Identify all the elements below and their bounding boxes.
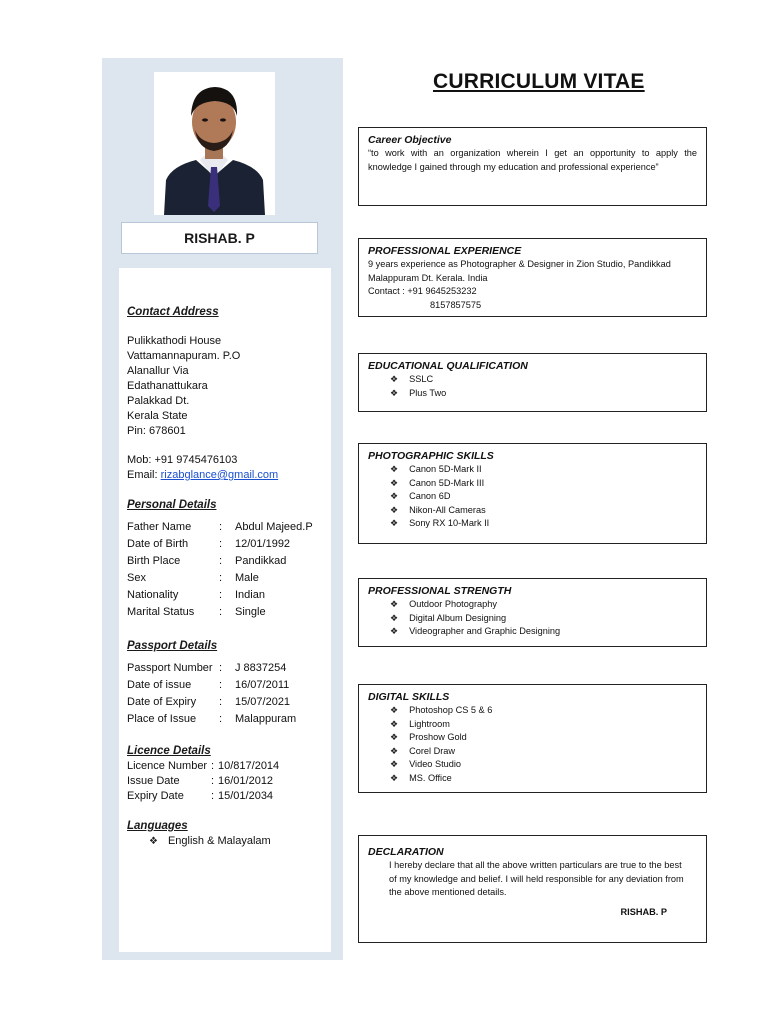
- languages-value: English & Malayalam: [167, 835, 271, 847]
- list-item-text: Proshow Gold: [409, 732, 467, 742]
- list-item: [390, 517, 697, 531]
- list-item: [390, 598, 697, 612]
- diamond-bullet-icon: ❖: [390, 518, 399, 528]
- passport-row: [127, 695, 296, 712]
- field-label: Marital Status: [127, 606, 195, 618]
- list-item-text: Sony RX 10-Mark II: [409, 518, 490, 528]
- colon: :: [219, 713, 223, 725]
- field-label: Date of issue: [127, 679, 192, 691]
- field-value: Single: [235, 606, 266, 618]
- field-value: 15/01/2034: [218, 790, 274, 802]
- colon: :: [219, 521, 223, 533]
- section-heading: DIGITAL SKILLS: [368, 691, 450, 703]
- field-label: Issue Date: [127, 775, 180, 787]
- field-label: Place of Issue: [127, 713, 197, 725]
- section-heading: EDUCATIONAL QUALIFICATION: [368, 360, 528, 372]
- colon: :: [219, 679, 223, 691]
- diamond-bullet-icon: ❖: [390, 477, 399, 488]
- address-line: Edathanattukara: [127, 380, 208, 392]
- list-item: [390, 387, 697, 401]
- diamond-bullet-icon: ❖: [390, 504, 399, 515]
- diamond-bullet-icon: ❖: [390, 732, 399, 742]
- colon: :: [211, 790, 215, 802]
- photographic-skills-list: [368, 463, 697, 531]
- digital-skills-box: [358, 684, 707, 793]
- field-label: Birth Place: [127, 555, 181, 567]
- field-value: 15/07/2021: [235, 696, 291, 708]
- field-label: Passport Number: [127, 662, 213, 674]
- profile-photo: [154, 72, 275, 215]
- personal-row: [127, 588, 313, 605]
- diamond-bullet-icon: ❖: [149, 836, 158, 847]
- field-value: Male: [235, 572, 259, 584]
- email-row: [127, 468, 278, 483]
- diamond-bullet-icon: ❖: [390, 464, 399, 474]
- section-heading: Career Objective: [368, 134, 452, 146]
- list-item-text: Video Studio: [409, 759, 462, 769]
- personal-row: [127, 571, 313, 588]
- career-objective-text: “to work with an organization wherein I get an opportunity to apply the knowledge I gained through my education and professional experience”: [368, 148, 697, 172]
- email-label: Email:: [127, 469, 158, 481]
- languages-heading: Languages: [127, 820, 188, 832]
- colon: :: [219, 606, 223, 618]
- diamond-bullet-icon: ❖: [390, 626, 399, 636]
- field-value: J 8837254: [235, 662, 287, 674]
- field-label: Sex: [127, 572, 146, 584]
- field-label: Date of Birth: [127, 538, 189, 550]
- personal-row: [127, 520, 313, 537]
- list-item-text: Corel Draw: [409, 745, 456, 756]
- field-value: 12/01/1992: [235, 538, 291, 550]
- experience-line: Contact : +91 9645253232: [368, 286, 477, 296]
- diamond-bullet-icon: ❖: [390, 612, 399, 623]
- section-heading: PROFESSIONAL EXPERIENCE: [368, 245, 522, 257]
- mobile-number: Mob: +91 9745476103: [127, 454, 238, 466]
- address-block: [127, 334, 240, 439]
- field-label: Nationality: [127, 589, 179, 601]
- list-item-text: Photoshop CS 5 & 6: [409, 705, 493, 715]
- list-item-text: Canon 5D-Mark III: [409, 477, 485, 488]
- field-value: Indian: [235, 589, 265, 601]
- declaration-box: [358, 835, 707, 943]
- passport-details-heading: Passport Details: [127, 640, 218, 652]
- list-item-text: Plus Two: [409, 387, 447, 398]
- list-item-text: Outdoor Photography: [409, 599, 497, 609]
- info-panel: [119, 268, 331, 952]
- address-line: Palakkad Dt.: [127, 395, 190, 407]
- section-heading: PHOTOGRAPHIC SKILLS: [368, 450, 494, 462]
- career-objective-box: [358, 127, 707, 206]
- personal-row: [127, 537, 313, 554]
- licence-row: [127, 789, 279, 804]
- passport-row: [127, 678, 296, 695]
- list-item-text: Canon 6D: [409, 491, 451, 501]
- colon: :: [219, 538, 223, 550]
- field-label: Licence Number: [127, 760, 208, 772]
- list-item: [390, 477, 697, 491]
- colon: :: [219, 662, 223, 674]
- list-item: [390, 745, 697, 759]
- diamond-bullet-icon: ❖: [390, 599, 399, 609]
- professional-strength-list: [368, 598, 697, 639]
- experience-line: Malappuram Dt. Kerala. India: [368, 272, 488, 283]
- colon: :: [219, 589, 223, 601]
- personal-details-heading: Personal Details: [127, 499, 217, 511]
- licence-row: [127, 774, 279, 789]
- page-title: CURRICULUM VITAE: [433, 70, 645, 93]
- list-item: [390, 772, 697, 786]
- list-item: [390, 612, 697, 626]
- diamond-bullet-icon: ❖: [390, 374, 399, 384]
- list-item: [390, 704, 697, 718]
- licence-details-list: [127, 759, 279, 804]
- personal-row: [127, 605, 313, 622]
- photographic-skills-box: [358, 443, 707, 544]
- list-item-text: Nikon-All Cameras: [409, 504, 486, 515]
- list-item: [390, 463, 697, 477]
- list-item: [390, 490, 697, 504]
- field-value: 16/07/2011: [235, 679, 290, 691]
- address-line: Pin: 678601: [127, 425, 186, 437]
- passport-row: [127, 712, 296, 729]
- field-label: Date of Expiry: [127, 696, 197, 708]
- colon: :: [211, 760, 215, 772]
- professional-experience-box: [358, 238, 707, 317]
- field-value: 10/817/2014: [218, 760, 280, 772]
- educational-qualification-box: [358, 353, 707, 412]
- diamond-bullet-icon: ❖: [390, 705, 399, 715]
- declaration-signature: RISHAB. P: [620, 906, 667, 917]
- list-item-text: Videographer and Graphic Designing: [409, 626, 561, 636]
- diamond-bullet-icon: ❖: [390, 491, 399, 501]
- field-label: Expiry Date: [127, 790, 184, 802]
- address-line: Pulikkathodi House: [127, 335, 222, 347]
- list-item: [390, 373, 697, 387]
- list-item-text: Digital Album Designing: [409, 612, 507, 623]
- diamond-bullet-icon: ❖: [390, 759, 399, 769]
- experience-line: 9 years experience as Photographer & Designer in Zion Studio, Pandikkad: [368, 259, 671, 269]
- list-item-text: Canon 5D-Mark II: [409, 464, 482, 474]
- language-item: [149, 834, 271, 849]
- field-value: 16/01/2012: [218, 775, 274, 787]
- list-item-text: MS. Office: [409, 772, 452, 783]
- list-item: [390, 758, 697, 772]
- name-box: RISHAB. P: [121, 222, 318, 254]
- email-link[interactable]: rizabglance@gmail.com: [160, 469, 279, 481]
- passport-row: [127, 661, 296, 678]
- contact-block: [127, 453, 278, 483]
- list-item: [390, 718, 697, 732]
- personal-details-list: [127, 520, 313, 622]
- address-line: Kerala State: [127, 410, 188, 422]
- experience-phone2: 8157857575: [430, 299, 482, 310]
- field-value: Malappuram: [235, 713, 297, 725]
- field-value: Abdul Majeed.P: [235, 521, 313, 533]
- field-value: Pandikkad: [235, 555, 287, 567]
- passport-details-list: [127, 661, 296, 729]
- diamond-bullet-icon: ❖: [390, 745, 399, 756]
- section-heading: PROFESSIONAL STRENGTH: [368, 585, 512, 597]
- field-label: Father Name: [127, 521, 192, 533]
- digital-skills-list: [368, 704, 697, 785]
- colon: :: [219, 572, 223, 584]
- list-item: [390, 625, 697, 639]
- contact-address-heading: Contact Address: [127, 306, 219, 318]
- colon: :: [211, 775, 215, 787]
- list-item-text: Lightroom: [409, 718, 450, 729]
- colon: :: [219, 696, 223, 708]
- diamond-bullet-icon: ❖: [390, 772, 399, 783]
- list-item: [390, 731, 697, 745]
- declaration-text: I hereby declare that all the above written particulars are true to the best of my knowledge and belief. I will held responsible for any deviation from the above mentioned details.: [389, 860, 684, 897]
- professional-strength-box: [358, 578, 707, 647]
- section-heading: DECLARATION: [368, 846, 444, 858]
- licence-row: [127, 759, 279, 774]
- colon: :: [219, 555, 223, 567]
- diamond-bullet-icon: ❖: [390, 718, 399, 729]
- list-item: [390, 504, 697, 518]
- personal-row: [127, 554, 313, 571]
- qualification-list: [368, 373, 697, 400]
- licence-details-heading: Licence Details: [127, 745, 211, 757]
- address-line: Vattamannapuram. P.O: [127, 350, 241, 362]
- diamond-bullet-icon: ❖: [390, 387, 399, 398]
- address-line: Alanallur Via: [127, 365, 189, 377]
- list-item-text: SSLC: [409, 374, 434, 384]
